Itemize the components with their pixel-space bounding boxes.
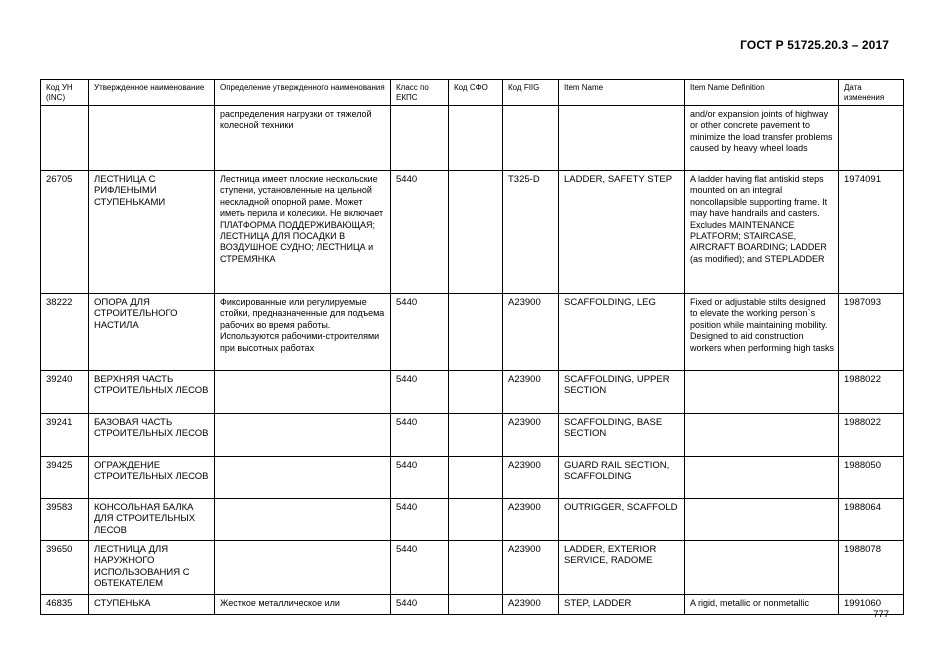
- header-fiig-code: Код FIIG: [503, 80, 559, 106]
- header-ekps-class: Класс по ЕКПС: [391, 80, 449, 106]
- header-item-name: Item Name: [559, 80, 685, 106]
- table-row: [41, 595, 904, 615]
- cell-approved-name: ОГРАЖДЕНИЕ СТРОИТЕЛЬНЫХ ЛЕСОВ: [89, 457, 215, 499]
- cell-item-name: OUTRIGGER, SCAFFOLD: [559, 499, 685, 541]
- cell-sfo-code: [449, 499, 503, 541]
- cell-item-name: STEP, LADDER: [559, 595, 685, 615]
- cell-approved-name: БАЗОВАЯ ЧАСТЬ СТРОИТЕЛЬНЫХ ЛЕСОВ: [89, 414, 215, 457]
- table-row: [41, 171, 904, 294]
- cell-item-name: SCAFFOLDING, LEG: [559, 294, 685, 371]
- cell-change-date: 1988078: [839, 541, 904, 595]
- header-name-definition: Определение утвержденного наименования: [215, 80, 391, 106]
- cell-item-name-definition: [685, 499, 839, 541]
- cell-fiig-code: T325-D: [503, 171, 559, 294]
- cell-ekps-class: 5440: [391, 294, 449, 371]
- table-row: [41, 294, 904, 371]
- cell-approved-name: СТУПЕНЬКА: [89, 595, 215, 615]
- cell-item-name-definition: and/or expansion joints of highway or other concrete pavement to minimize the load transfer problems caused by heavy wheel loads: [685, 106, 839, 171]
- cell-fiig-code: A23900: [503, 595, 559, 615]
- cell-ekps-class: 5440: [391, 499, 449, 541]
- page-number: 777: [873, 609, 889, 620]
- cell-ekps-class: 5440: [391, 371, 449, 414]
- cell-inc-code: 39241: [41, 414, 89, 457]
- table-header-row: [41, 80, 904, 106]
- cell-sfo-code: [449, 414, 503, 457]
- table-row: [41, 106, 904, 171]
- cell-item-name-definition: [685, 414, 839, 457]
- table-row: [41, 371, 904, 414]
- cell-change-date: 1988022: [839, 371, 904, 414]
- cell-sfo-code: [449, 457, 503, 499]
- table-row: [41, 541, 904, 595]
- cell-name-definition: Жесткое металлическое или: [215, 595, 391, 615]
- cell-fiig-code: A23900: [503, 457, 559, 499]
- cell-item-name-definition: [685, 371, 839, 414]
- cell-inc-code: 39425: [41, 457, 89, 499]
- cell-inc-code: 39240: [41, 371, 89, 414]
- cell-item-name: [559, 106, 685, 171]
- cell-change-date: [839, 106, 904, 171]
- cell-approved-name: КОНСОЛЬНАЯ БАЛКА ДЛЯ СТРОИТЕЛЬНЫХ ЛЕСОВ: [89, 499, 215, 541]
- cell-name-definition: [215, 457, 391, 499]
- header-item-name-definition: Item Name Definition: [685, 80, 839, 106]
- cell-inc-code: [41, 106, 89, 171]
- cell-fiig-code: [503, 106, 559, 171]
- cell-change-date: 1988050: [839, 457, 904, 499]
- header-change-date: Дата изменения: [839, 80, 904, 106]
- catalog-table: [40, 79, 904, 615]
- cell-item-name-definition: [685, 457, 839, 499]
- cell-change-date: 1988064: [839, 499, 904, 541]
- cell-ekps-class: 5440: [391, 414, 449, 457]
- cell-ekps-class: 5440: [391, 171, 449, 294]
- table-row: [41, 414, 904, 457]
- cell-change-date: 1991060: [839, 595, 904, 615]
- cell-item-name: GUARD RAIL SECTION, SCAFFOLDING: [559, 457, 685, 499]
- table-row: [41, 457, 904, 499]
- cell-item-name: SCAFFOLDING, UPPER SECTION: [559, 371, 685, 414]
- cell-approved-name: ЛЕСТНИЦА ДЛЯ НАРУЖНОГО ИСПОЛЬЗОВАНИЯ С ОБТЕКАТЕЛЕМ: [89, 541, 215, 595]
- cell-sfo-code: [449, 595, 503, 615]
- cell-sfo-code: [449, 171, 503, 294]
- cell-ekps-class: 5440: [391, 541, 449, 595]
- cell-sfo-code: [449, 541, 503, 595]
- cell-sfo-code: [449, 371, 503, 414]
- cell-item-name-definition: [685, 541, 839, 595]
- document-header: ГОСТ Р 51725.20.3 – 2017: [740, 38, 889, 52]
- cell-name-definition: [215, 414, 391, 457]
- cell-item-name: SCAFFOLDING, BASE SECTION: [559, 414, 685, 457]
- cell-item-name-definition: A rigid, metallic or nonmetallic: [685, 595, 839, 615]
- cell-approved-name: ВЕРХНЯЯ ЧАСТЬ СТРОИТЕЛЬНЫХ ЛЕСОВ: [89, 371, 215, 414]
- cell-approved-name: ЛЕСТНИЦА С РИФЛЕНЫМИ СТУПЕНЬКАМИ: [89, 171, 215, 294]
- cell-item-name: LADDER, EXTERIOR SERVICE, RADOME: [559, 541, 685, 595]
- cell-name-definition: распределения нагрузки от тяжелой колесной техники: [215, 106, 391, 171]
- cell-inc-code: 26705: [41, 171, 89, 294]
- cell-ekps-class: 5440: [391, 457, 449, 499]
- cell-inc-code: 39583: [41, 499, 89, 541]
- cell-inc-code: 38222: [41, 294, 89, 371]
- cell-fiig-code: A23900: [503, 294, 559, 371]
- cell-approved-name: ОПОРА ДЛЯ СТРОИТЕЛЬНОГО НАСТИЛА: [89, 294, 215, 371]
- cell-ekps-class: [391, 106, 449, 171]
- cell-sfo-code: [449, 294, 503, 371]
- header-sfo-code: Код СФО: [449, 80, 503, 106]
- cell-sfo-code: [449, 106, 503, 171]
- cell-change-date: 1988022: [839, 414, 904, 457]
- header-inc-code: Код УН (INC): [41, 80, 89, 106]
- cell-name-definition: [215, 541, 391, 595]
- cell-ekps-class: 5440: [391, 595, 449, 615]
- cell-item-name: LADDER, SAFETY STEP: [559, 171, 685, 294]
- cell-name-definition: [215, 371, 391, 414]
- table-row: [41, 499, 904, 541]
- cell-fiig-code: A23900: [503, 414, 559, 457]
- cell-name-definition: [215, 499, 391, 541]
- cell-fiig-code: A23900: [503, 541, 559, 595]
- cell-item-name-definition: A ladder having flat antiskid steps mounted on an integral noncollapsible supporting frame. It may have handrails and casters. Excludes MAINTENANCE PLATFORM; STAIRCASE, AIRCRAFT BOARDING; LADDER (as modified); and STEPLADDER: [685, 171, 839, 294]
- header-approved-name: Утвержденное наименование: [89, 80, 215, 106]
- cell-name-definition: Фиксированные или регулируемые стойки, предназначенные для подъема рабочих во время работы. Используются рабочими-строителями при высотных работах: [215, 294, 391, 371]
- cell-approved-name: [89, 106, 215, 171]
- cell-inc-code: 46835: [41, 595, 89, 615]
- cell-name-definition: Лестница имеет плоские нескольские ступени, установленные на цельной нескладной опорной раме. Может иметь перила и колесики. Не включает ПЛАТФОРМА ПОДДЕРЖИВАЮЩАЯ; ЛЕСТНИЦА ДЛЯ ПОСАДКИ В ВОЗДУШНОЕ СУДНО; ЛЕСТНИЦА и СТРЕМЯНКА: [215, 171, 391, 294]
- cell-item-name-definition: Fixed or adjustable stilts designed to elevate the working person`s position while maintaining mobility. Designed to aid construction workers when performing high tasks: [685, 294, 839, 371]
- cell-change-date: 1987093: [839, 294, 904, 371]
- cell-fiig-code: A23900: [503, 499, 559, 541]
- cell-fiig-code: A23900: [503, 371, 559, 414]
- cell-change-date: 1974091: [839, 171, 904, 294]
- cell-inc-code: 39650: [41, 541, 89, 595]
